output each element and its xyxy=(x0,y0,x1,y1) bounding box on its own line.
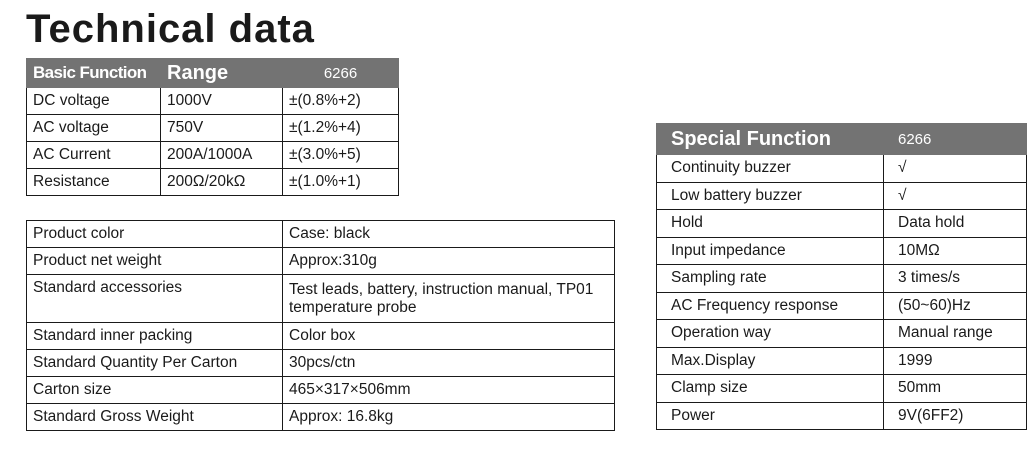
table-row xyxy=(27,142,399,169)
table-row xyxy=(657,375,1027,403)
table-row xyxy=(657,210,1027,238)
property-label: Carton size xyxy=(27,377,283,404)
header-model: 6266 xyxy=(283,59,399,88)
value-cell: 3 times/s xyxy=(884,265,1027,293)
page-title: Technical data xyxy=(26,7,315,51)
function-cell: Power xyxy=(657,402,884,430)
function-cell: DC voltage xyxy=(27,88,161,115)
value-cell: Data hold xyxy=(884,210,1027,238)
product-info-table xyxy=(26,220,615,431)
table-row xyxy=(27,275,615,323)
range-cell: 1000V xyxy=(161,88,283,115)
accuracy-cell: ±(3.0%+5) xyxy=(283,142,399,169)
table-row xyxy=(27,115,399,142)
property-label: Product net weight xyxy=(27,248,283,275)
property-value: Approx: 16.8kg xyxy=(283,404,615,431)
table-row xyxy=(657,265,1027,293)
header-model: 6266 xyxy=(884,124,1027,155)
property-label: Standard inner packing xyxy=(27,323,283,350)
accuracy-cell: ±(1.0%+1) xyxy=(283,169,399,196)
function-cell: Hold xyxy=(657,210,884,238)
range-cell: 750V xyxy=(161,115,283,142)
table-row xyxy=(27,350,615,377)
value-cell: 10MΩ xyxy=(884,237,1027,265)
accuracy-cell: ±(0.8%+2) xyxy=(283,88,399,115)
table-row xyxy=(27,221,615,248)
property-value: Approx:310g xyxy=(283,248,615,275)
property-label: Standard accessories xyxy=(27,275,283,323)
value-cell: 50mm xyxy=(884,375,1027,403)
value-cell: Manual range xyxy=(884,320,1027,348)
property-label: Standard Quantity Per Carton xyxy=(27,350,283,377)
table-header-row xyxy=(27,59,399,88)
property-label: Standard Gross Weight xyxy=(27,404,283,431)
table-row xyxy=(657,237,1027,265)
function-cell: Input impedance xyxy=(657,237,884,265)
table-header-row xyxy=(657,124,1027,155)
table-row xyxy=(27,88,399,115)
basic-function-table xyxy=(26,58,399,196)
property-label: Product color xyxy=(27,221,283,248)
property-value: 465×317×506mm xyxy=(283,377,615,404)
function-cell: Clamp size xyxy=(657,375,884,403)
function-cell: Continuity buzzer xyxy=(657,155,884,183)
header-basic-function: Basic Function xyxy=(27,59,161,88)
table-row xyxy=(657,182,1027,210)
table-row xyxy=(27,377,615,404)
table-row xyxy=(657,155,1027,183)
function-cell: Low battery buzzer xyxy=(657,182,884,210)
range-cell: 200Ω/20kΩ xyxy=(161,169,283,196)
property-value: Case: black xyxy=(283,221,615,248)
table-row xyxy=(657,292,1027,320)
value-cell: 9V(6FF2) xyxy=(884,402,1027,430)
table-row xyxy=(27,404,615,431)
table-row xyxy=(657,320,1027,348)
range-cell: 200A/1000A xyxy=(161,142,283,169)
special-function-table xyxy=(656,123,1027,430)
accuracy-cell: ±(1.2%+4) xyxy=(283,115,399,142)
function-cell: AC Current xyxy=(27,142,161,169)
table-row xyxy=(657,347,1027,375)
function-cell: Sampling rate xyxy=(657,265,884,293)
table-row xyxy=(27,169,399,196)
value-cell: 1999 xyxy=(884,347,1027,375)
header-special-function: Special Function xyxy=(657,124,884,155)
function-cell: Resistance xyxy=(27,169,161,196)
function-cell: Max.Display xyxy=(657,347,884,375)
table-row xyxy=(657,402,1027,430)
table-row xyxy=(27,248,615,275)
value-cell: √ xyxy=(884,155,1027,183)
header-range: Range xyxy=(161,59,283,88)
function-cell: Operation way xyxy=(657,320,884,348)
property-value: Test leads, battery, instruction manual, TP01 temperature probe xyxy=(283,275,615,323)
value-cell: √ xyxy=(884,182,1027,210)
property-value: 30pcs/ctn xyxy=(283,350,615,377)
function-cell: AC voltage xyxy=(27,115,161,142)
function-cell: AC Frequency response xyxy=(657,292,884,320)
table-row xyxy=(27,323,615,350)
value-cell: (50~60)Hz xyxy=(884,292,1027,320)
property-value: Color box xyxy=(283,323,615,350)
